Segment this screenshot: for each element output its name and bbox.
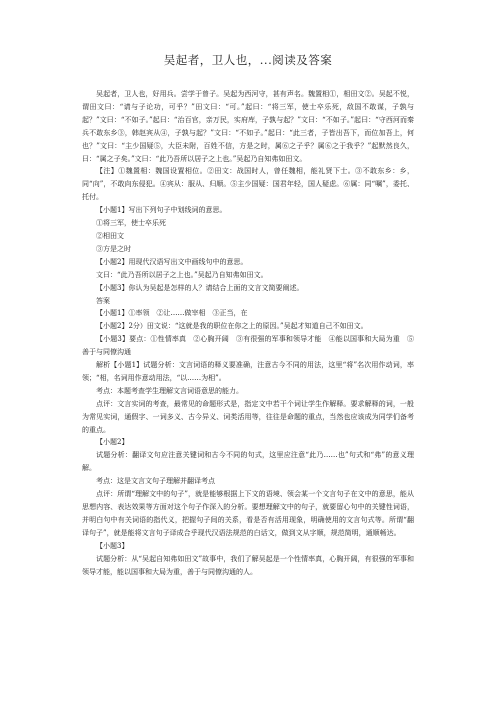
paragraph: 【注】①魏置相：魏国设置相位。②田文：战国时人，曾任魏相，能礼贤下士。③不敢东乡：乡，同“向”，不敢向东侵犯。④宾从：服从、归顺。⑤主少国疑：国君年轻，国人疑虑。⑥属：同“嘱”，委托、托付。 [82, 167, 414, 202]
paragraph: 试题分析：从“吴起自知弗如田文”故事中，我们了解吴起是一个性情率真，心胸开阔，有很强的军事和领导才能，能以国事和大局为重，善于与同僚沟通的人。 [82, 554, 414, 576]
paragraph: 试题分析：翻译文句应注意关键词和古今不同的句式，这里应注意“此乃……也”句式和“弗”的意义理解。 [82, 451, 414, 473]
paragraph: 点评：所谓“理解文中的句子”，就是能够根据上下文的语境、领会某一个文言句子在文中的意思，能从思想内容、表达效果等方面对这个句子作深入的分析。要想理解文中的句子，就要留心句中的关键性词语，并明白句中有关词语的指代义，把握句子间的关系，看是否有活用现象，明确使用的文言句式等。所谓“翻译句子”，就是能将文言句子译成合乎现代汉语法规范的白话文，做到文从字顺，规范简明，通顺畅达。 [82, 490, 414, 537]
paragraph: 考点：这是文言文句子理解并翻译考点 [96, 477, 215, 486]
paragraph: 考点：本题考查学生理解文言词语意思的能力。 [96, 386, 243, 395]
paragraph: 【小题1】①率领 ②让……做宰相 ③正当，在 [96, 309, 248, 318]
paragraph: 【小题2】 [96, 438, 129, 447]
paragraph: 答案 [96, 296, 110, 305]
paragraph: 【小题3】要点：①性情率真 ②心胸开阔 ③有很强的军事和领导才能 ④能以国事和大局为重 ⑤善于与同僚沟通 [82, 335, 414, 357]
paragraph: 【小题1】写出下列句子中划线词的意思。 [96, 206, 227, 215]
paragraph: ②相田文 [96, 231, 124, 240]
paragraph: 【小题3】你认为吴起是怎样的人？请结合上面的文言文简要阐述。 [96, 283, 304, 292]
paragraph: 吴起者，卫人也，好用兵。尝学于曾子。吴起为西河守，甚有声名。魏置相①，相田文②。吴起不悦，谓田文曰：“请与子论功，可乎？”田文曰：“可。”起曰：“将三军，使士卒乐死，敌国不敢谋，子孰与起？”文曰：“不如子。”起曰：“治百官，亲万民，实府库，子孰与起？”文曰：“不如子。”起曰：“守西河而秦兵不敢东乡③，韩赵宾从④，子孰与起？”文曰：“不如子。”起曰：“此三者，子皆出吾下，而位加吾上，何也？”文曰：“主少国疑⑤，大臣未附，百姓不信，方是之时，属⑥之子乎？属⑥之于我乎？”起默然良久，曰：“属之子矣。”文曰：“此乃吾所以居子之上也。”吴起乃自知弗如田文。 [82, 90, 414, 163]
paragraph: 【小题3】 [96, 541, 129, 550]
paragraph: 【小题2】2分）田文说：“这就是我的职位在你之上的原因。”吴起才知道自己不如田文。 [96, 322, 368, 331]
paragraph: 【小题2】用现代汉语写出文中画线句中的意思。 [96, 257, 248, 266]
document-body [82, 88, 414, 578]
document-title: 吴起者，卫人也，...阅读及答案 [163, 53, 333, 67]
paragraph: 文曰：“此乃吾所以居子之上也。”吴起乃自知弗如田文。 [96, 270, 268, 279]
paragraph: ③方是之时 [96, 244, 131, 253]
paragraph: ①将三军，使士卒乐死 [96, 219, 166, 228]
paragraph: 解析【小题1】试题分析：文言词语的释义要准确，注意古今不同的用法，这里“将”名次用作动词，率领；“相，名词用作意动用法，“以……为相”。 [82, 361, 414, 382]
paragraph: 点评：文言实词的考查，最常见的命题形式是，指定文中若干个词让学生作解释。要求解释的词，一般为常见实词，通假字、一词多义、古今异义、词类活用等，往往是命题的重点，当然也应该成为同学们备考的重点。 [82, 399, 414, 434]
